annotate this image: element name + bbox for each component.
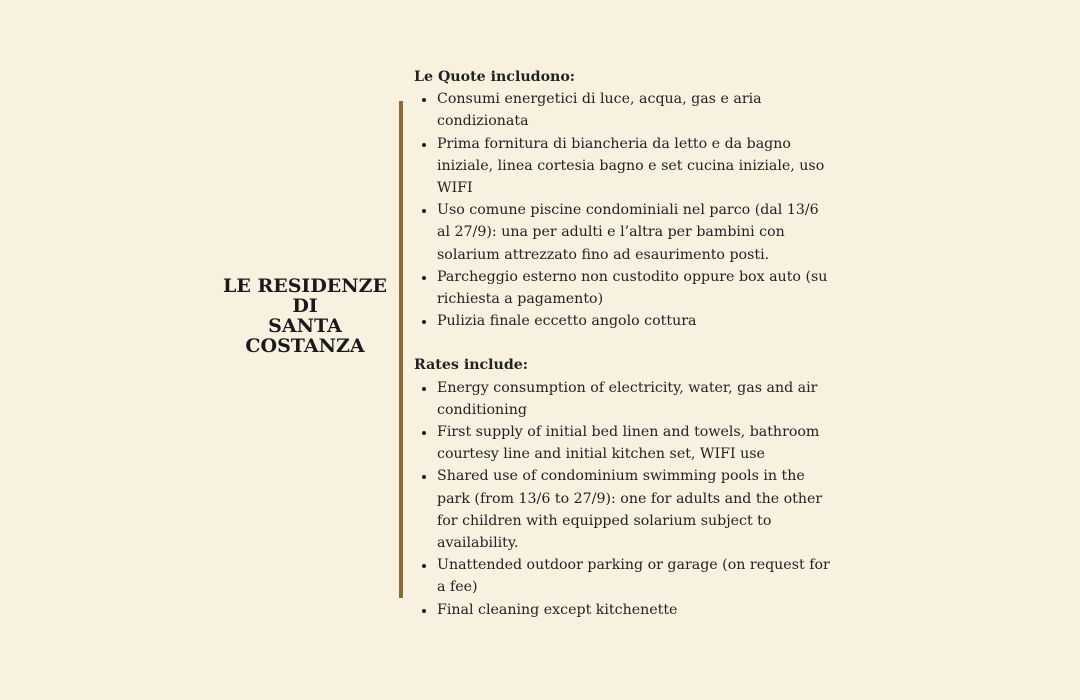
title-line-4: COSTANZA [245,335,365,357]
english-heading: Rates include: [414,357,529,374]
list-item: Unattended outdoor parking or garage (on request for a fee) [414,554,834,598]
english-section [414,354,834,620]
residence-title [205,276,405,356]
rates-content [414,66,834,621]
italian-heading: Le Quote includono: [414,69,576,85]
list-item: Energy consumption of electricity, water, gas and air conditioning [414,377,834,421]
list-item: Final cleaning except kitchenette [414,599,834,621]
list-item: Parcheggio esterno non custodito oppure box auto (su richiesta a pagamento) [414,266,834,310]
italian-list [414,88,834,332]
list-item: Pulizia finale eccetto angolo cottura [414,310,834,332]
list-item: Uso comune piscine condominiali nel parco (dal 13/6 al 27/9): una per adulti e l’altra per bambini con solarium attrezzato fino ad esaurimento posti. [414,199,834,266]
title-line-3: SANTA [268,315,342,337]
list-item: Consumi energetici di luce, acqua, gas e aria condizionata [414,88,834,132]
list-item: Shared use of condominium swimming pools in the park (from 13/6 to 27/9): one for adults and the other for children with equipped solarium subject to availability. [414,465,834,554]
title-line-1: LE RESIDENZE [222,275,387,297]
title-line-2: DI [292,295,318,317]
list-item: First supply of initial bed linen and towels, bathroom courtesy line and initial kitchen set, WIFI use [414,421,834,465]
italian-section [414,66,834,332]
english-list [414,377,834,621]
vertical-divider [399,101,403,598]
list-item: Prima fornitura di biancheria da letto e da bagno iniziale, linea cortesia bagno e set cucina iniziale, uso WIFI [414,133,834,200]
